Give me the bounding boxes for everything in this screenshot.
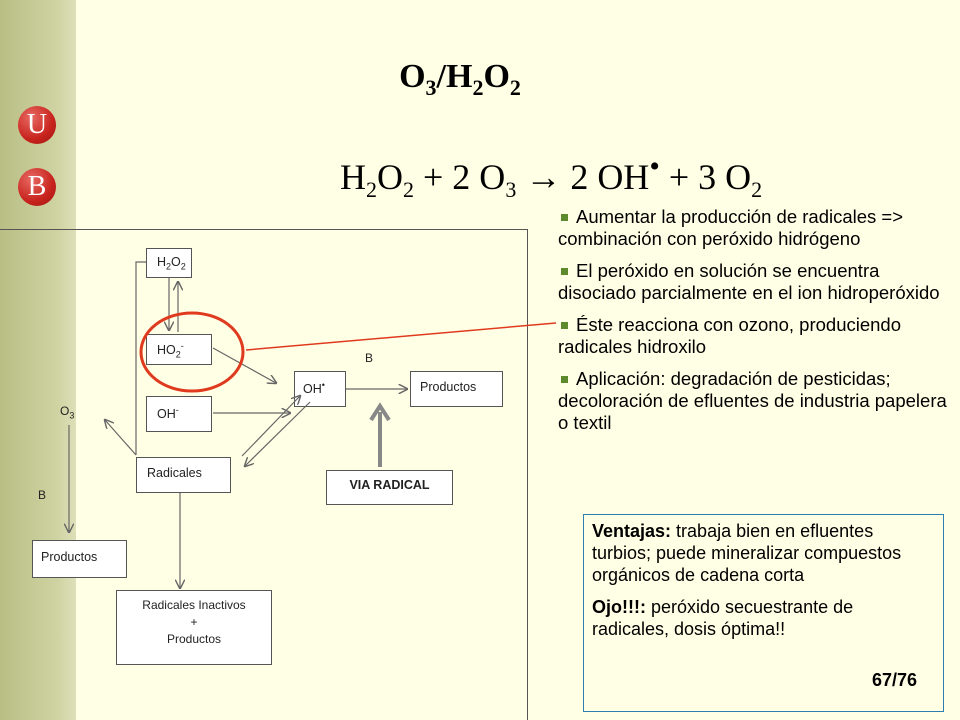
bullet-item: El peróxido en solución se encuentra disociado parcialmente en el ion hidroperóxido (558, 260, 940, 303)
radicales-inactivos-box: Radicales Inactivos + Productos (116, 590, 272, 665)
h2o2-box: $H_2O_2$ (146, 248, 192, 278)
bullet-item: Aumentar la producción de radicales => combinación con peróxido hidrógeno (558, 206, 904, 249)
o3-label: $O_3$ (60, 404, 75, 421)
arrow-oh-to-radicales (245, 402, 310, 466)
radicales-box: Radicales (136, 457, 231, 493)
arrow-radicales-to-o3 (105, 420, 136, 455)
arrow-radicales-to-oh (242, 396, 300, 456)
page-number: 67/76 (872, 670, 918, 690)
b-label-upper: B (365, 351, 374, 365)
ventajas-paragraph: Ventajas: trabaja bien en efluentes turbios; puede mineralizar compuestos orgánicos de cadena corta (592, 521, 902, 585)
logo-b: B (18, 168, 56, 206)
oh-radical-box: OH• (294, 371, 346, 407)
reaction-equation: $H_2O_2 + 2$ $O_3 \to 2$ OH• + 3 $O_2$ (340, 150, 763, 203)
slide-title: $O_3/H_2O_2$ (399, 58, 521, 100)
ojo-paragraph: Ojo!!!: peróxido secuestrante de radicales, dosis óptima!! (592, 597, 854, 639)
via-radical-box: VIA RADICAL (326, 470, 453, 505)
b-label-lower: B (38, 488, 47, 502)
bullet-item: Aplicación: degradación de pesticidas; decoloración de efluentes de industria papelera o textil (558, 368, 947, 433)
arrow-ho2-to-oh (213, 348, 276, 383)
productos-left-box: Productos (32, 540, 127, 578)
highlight-ellipse (141, 313, 243, 391)
ho2-box: $HO_2^-$ (146, 334, 212, 365)
productos-right-box: Productos (410, 371, 503, 407)
bullet-item: Éste reacciona con ozono, produciendo radicales hidroxilo (558, 314, 901, 357)
callout-line (246, 323, 556, 350)
oh-minus-box: OH- (146, 396, 212, 432)
via-radical-arrow-icon (371, 406, 389, 467)
logo-u: U (18, 106, 56, 144)
